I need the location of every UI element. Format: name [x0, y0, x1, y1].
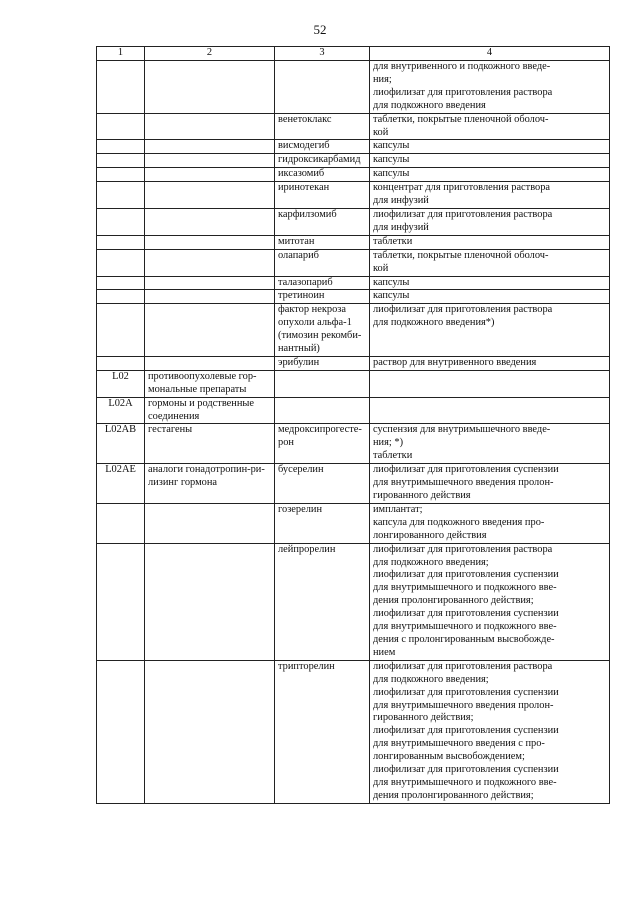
dosage-forms-cell: раствор для внутривенного введения: [370, 356, 610, 370]
dosage-forms-cell: [370, 370, 610, 397]
group-name-cell: [145, 140, 275, 154]
table-row: [97, 249, 610, 276]
drug-name-cell: третиноин: [275, 290, 370, 304]
drug-table: [96, 46, 610, 804]
table-row: [97, 304, 610, 357]
group-name-cell: противоопухолевые гор- мональные препараты: [145, 370, 275, 397]
group-name-cell: гормоны и родственные соединения: [145, 397, 275, 424]
atc-code-cell: L02: [97, 370, 145, 397]
atc-code-cell: [97, 140, 145, 154]
group-name-cell: [145, 356, 275, 370]
dosage-forms-cell: лиофилизат для приготовления раствора для подкожного введения; лиофилизат для приготовления суспензии для внутримышечного и подкожного вве- дения пролонгированного действия; лиофилизат для приготовления суспензии для внутримышечного и подкожного вве- дения с пролонгированным высвобожде- нием: [370, 543, 610, 660]
table-row: [97, 503, 610, 543]
dosage-forms-cell: лиофилизат для приготовления раствора для подкожного введения*): [370, 304, 610, 357]
table-row: [97, 235, 610, 249]
column-number-2: 2: [145, 47, 275, 61]
dosage-forms-cell: таблетки, покрытые пленочной оболоч- кой: [370, 249, 610, 276]
atc-code-cell: [97, 208, 145, 235]
table-row: [97, 276, 610, 290]
drug-name-cell: [275, 61, 370, 114]
dosage-forms-cell: таблетки: [370, 235, 610, 249]
dosage-forms-cell: для внутривенного и подкожного введе- ния; лиофилизат для приготовления раствора для подкожного введения: [370, 61, 610, 114]
drug-name-cell: венетоклакс: [275, 113, 370, 140]
drug-name-cell: медроксипрогесте- рон: [275, 424, 370, 464]
dosage-forms-cell: суспензия для внутримышечного введе- ния; *) таблетки: [370, 424, 610, 464]
drug-name-cell: фактор некроза опухоли альфа-1 (тимозин рекомби- нантный): [275, 304, 370, 357]
atc-code-cell: [97, 249, 145, 276]
dosage-forms-cell: концентрат для приготовления раствора для инфузий: [370, 182, 610, 209]
group-name-cell: [145, 543, 275, 660]
table-body: [97, 61, 610, 804]
group-name-cell: [145, 660, 275, 803]
column-number-1: 1: [97, 47, 145, 61]
group-name-cell: [145, 61, 275, 114]
drug-name-cell: [275, 397, 370, 424]
drug-name-cell: карфилзомиб: [275, 208, 370, 235]
group-name-cell: [145, 208, 275, 235]
table-row: [97, 290, 610, 304]
dosage-forms-cell: таблетки, покрытые пленочной оболоч- кой: [370, 113, 610, 140]
drug-name-cell: иксазомиб: [275, 168, 370, 182]
dosage-forms-cell: капсулы: [370, 276, 610, 290]
table-row: [97, 543, 610, 660]
drug-name-cell: олапариб: [275, 249, 370, 276]
table-row: [97, 182, 610, 209]
table-row: [97, 61, 610, 114]
table-row: [97, 370, 610, 397]
drug-name-cell: гозерелин: [275, 503, 370, 543]
atc-code-cell: [97, 503, 145, 543]
atc-code-cell: [97, 304, 145, 357]
table-row: [97, 140, 610, 154]
drug-name-cell: трипторелин: [275, 660, 370, 803]
group-name-cell: [145, 249, 275, 276]
atc-code-cell: [97, 168, 145, 182]
atc-code-cell: [97, 543, 145, 660]
drug-name-cell: висмодегиб: [275, 140, 370, 154]
drug-name-cell: иринотекан: [275, 182, 370, 209]
dosage-forms-cell: лиофилизат для приготовления раствора для инфузий: [370, 208, 610, 235]
dosage-forms-cell: лиофилизат для приготовления суспензии для внутримышечного введения пролон- гированного действия: [370, 464, 610, 504]
table-row: [97, 208, 610, 235]
group-name-cell: гестагены: [145, 424, 275, 464]
group-name-cell: [145, 503, 275, 543]
column-number-3: 3: [275, 47, 370, 61]
group-name-cell: [145, 182, 275, 209]
dosage-forms-cell: [370, 397, 610, 424]
atc-code-cell: [97, 660, 145, 803]
group-name-cell: [145, 276, 275, 290]
group-name-cell: [145, 154, 275, 168]
atc-code-cell: L02A: [97, 397, 145, 424]
page-number: 52: [313, 22, 327, 37]
drug-name-cell: талазопариб: [275, 276, 370, 290]
dosage-forms-cell: капсулы: [370, 140, 610, 154]
atc-code-cell: [97, 290, 145, 304]
column-number-4: 4: [370, 47, 610, 61]
table-row: [97, 356, 610, 370]
dosage-forms-cell: лиофилизат для приготовления раствора для подкожного введения; лиофилизат для приготовления суспензии для внутримышечного введения пролон- гированного действия; лиофилизат для приготовления суспензии для внутримышечного введения с про- лонгированным высвобождением; лиофилизат для приготовления суспензии для внутримышечного и подкожного вве- дения пролонгированного действия;: [370, 660, 610, 803]
group-name-cell: [145, 168, 275, 182]
atc-code-cell: L02AB: [97, 424, 145, 464]
group-name-cell: [145, 113, 275, 140]
dosage-forms-cell: капсулы: [370, 168, 610, 182]
table-row: [97, 154, 610, 168]
table-row: [97, 464, 610, 504]
atc-code-cell: [97, 182, 145, 209]
table-row: [97, 424, 610, 464]
column-number-row: [97, 47, 610, 61]
group-name-cell: [145, 235, 275, 249]
atc-code-cell: [97, 113, 145, 140]
table-row: [97, 660, 610, 803]
group-name-cell: [145, 290, 275, 304]
dosage-forms-cell: капсулы: [370, 154, 610, 168]
drug-name-cell: митотан: [275, 235, 370, 249]
table-row: [97, 168, 610, 182]
group-name-cell: аналоги гонадотропин-ри- лизинг гормона: [145, 464, 275, 504]
atc-code-cell: L02AE: [97, 464, 145, 504]
drug-name-cell: [275, 370, 370, 397]
table-row: [97, 113, 610, 140]
atc-code-cell: [97, 356, 145, 370]
atc-code-cell: [97, 154, 145, 168]
table-row: [97, 397, 610, 424]
atc-code-cell: [97, 235, 145, 249]
drug-name-cell: гидроксикарбамид: [275, 154, 370, 168]
drug-name-cell: эрибулин: [275, 356, 370, 370]
drug-name-cell: лейпрорелин: [275, 543, 370, 660]
atc-code-cell: [97, 276, 145, 290]
group-name-cell: [145, 304, 275, 357]
drug-name-cell: бусерелин: [275, 464, 370, 504]
dosage-forms-cell: капсулы: [370, 290, 610, 304]
dosage-forms-cell: имплантат; капсула для подкожного введения про- лонгированного действия: [370, 503, 610, 543]
atc-code-cell: [97, 61, 145, 114]
